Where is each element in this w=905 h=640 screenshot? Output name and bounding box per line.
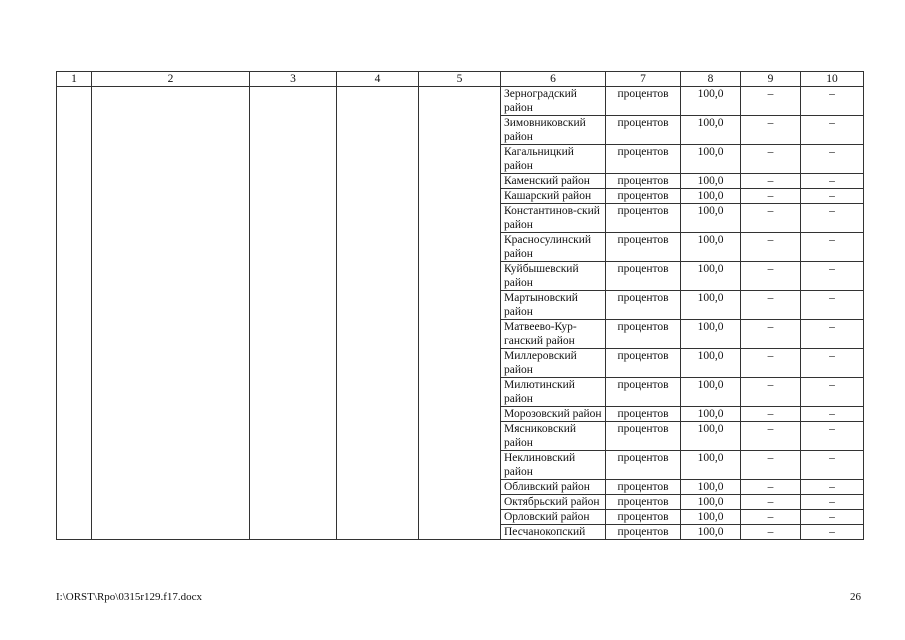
district-name: Песчанокопский: [501, 525, 606, 540]
district-name: Морозовский район: [501, 407, 606, 422]
value-cell: 100,0: [681, 87, 741, 116]
col-9-cell: –: [741, 495, 801, 510]
value-cell: 100,0: [681, 349, 741, 378]
table-row: [57, 87, 864, 116]
column-header: 8: [681, 72, 741, 87]
district-name: Октябрьский район: [501, 495, 606, 510]
col-10-cell: –: [801, 320, 864, 349]
col-9-cell: –: [741, 378, 801, 407]
unit-cell: процентов: [606, 495, 681, 510]
col-9-cell: –: [741, 422, 801, 451]
district-name: Константинов-ский район: [501, 204, 606, 233]
unit-cell: процентов: [606, 422, 681, 451]
district-name: Матвеево-Кур-ганский район: [501, 320, 606, 349]
col-10-cell: –: [801, 233, 864, 262]
unit-cell: процентов: [606, 189, 681, 204]
unit-cell: процентов: [606, 233, 681, 262]
column-header: 6: [501, 72, 606, 87]
col-9-cell: –: [741, 510, 801, 525]
value-cell: 100,0: [681, 116, 741, 145]
column-header: 5: [419, 72, 501, 87]
col-4-cell: [337, 87, 419, 540]
column-header: 7: [606, 72, 681, 87]
value-cell: 100,0: [681, 262, 741, 291]
value-cell: 100,0: [681, 204, 741, 233]
district-name: Кашарский район: [501, 189, 606, 204]
col-9-cell: –: [741, 480, 801, 495]
value-cell: 100,0: [681, 378, 741, 407]
unit-cell: процентов: [606, 291, 681, 320]
value-cell: 100,0: [681, 510, 741, 525]
column-header: 3: [250, 72, 337, 87]
col-10-cell: –: [801, 480, 864, 495]
unit-cell: процентов: [606, 320, 681, 349]
unit-cell: процентов: [606, 480, 681, 495]
value-cell: 100,0: [681, 174, 741, 189]
col-9-cell: –: [741, 407, 801, 422]
col-9-cell: –: [741, 189, 801, 204]
column-header: 10: [801, 72, 864, 87]
unit-cell: процентов: [606, 378, 681, 407]
district-name: Орловский район: [501, 510, 606, 525]
value-cell: 100,0: [681, 480, 741, 495]
value-cell: 100,0: [681, 320, 741, 349]
col-10-cell: –: [801, 204, 864, 233]
col-10-cell: –: [801, 495, 864, 510]
district-name: Мясниковский район: [501, 422, 606, 451]
value-cell: 100,0: [681, 407, 741, 422]
unit-cell: процентов: [606, 116, 681, 145]
col-10-cell: –: [801, 116, 864, 145]
col-10-cell: –: [801, 291, 864, 320]
value-cell: 100,0: [681, 145, 741, 174]
col-1-cell: [57, 87, 92, 540]
column-header: 2: [92, 72, 250, 87]
col-9-cell: –: [741, 145, 801, 174]
unit-cell: процентов: [606, 204, 681, 233]
col-3-cell: [250, 87, 337, 540]
col-9-cell: –: [741, 349, 801, 378]
col-10-cell: –: [801, 510, 864, 525]
unit-cell: процентов: [606, 262, 681, 291]
unit-cell: процентов: [606, 451, 681, 480]
district-name: Миллеровский район: [501, 349, 606, 378]
footer-page-number: 26: [850, 591, 861, 603]
district-name: Зерноградский район: [501, 87, 606, 116]
value-cell: 100,0: [681, 495, 741, 510]
value-cell: 100,0: [681, 451, 741, 480]
col-10-cell: –: [801, 525, 864, 540]
district-name: Куйбышевский район: [501, 262, 606, 291]
col-9-cell: –: [741, 174, 801, 189]
value-cell: 100,0: [681, 291, 741, 320]
col-5-cell: [419, 87, 501, 540]
col-9-cell: –: [741, 204, 801, 233]
column-header: 9: [741, 72, 801, 87]
col-10-cell: –: [801, 145, 864, 174]
col-9-cell: –: [741, 320, 801, 349]
col-2-cell: [92, 87, 250, 540]
unit-cell: процентов: [606, 525, 681, 540]
col-10-cell: –: [801, 262, 864, 291]
col-9-cell: –: [741, 451, 801, 480]
col-9-cell: –: [741, 262, 801, 291]
unit-cell: процентов: [606, 407, 681, 422]
district-name: Каменский район: [501, 174, 606, 189]
unit-cell: процентов: [606, 510, 681, 525]
district-name: Зимовниковский район: [501, 116, 606, 145]
col-10-cell: –: [801, 349, 864, 378]
col-10-cell: –: [801, 422, 864, 451]
col-10-cell: –: [801, 378, 864, 407]
unit-cell: процентов: [606, 174, 681, 189]
header-row: [57, 72, 864, 87]
col-10-cell: –: [801, 189, 864, 204]
value-cell: 100,0: [681, 189, 741, 204]
column-header: 4: [337, 72, 419, 87]
col-9-cell: –: [741, 87, 801, 116]
district-name: Обливский район: [501, 480, 606, 495]
col-10-cell: –: [801, 174, 864, 189]
column-header: 1: [57, 72, 92, 87]
table-body: [57, 87, 864, 540]
col-9-cell: –: [741, 291, 801, 320]
col-10-cell: –: [801, 451, 864, 480]
district-name: Неклиновский район: [501, 451, 606, 480]
district-name: Красносулинский район: [501, 233, 606, 262]
col-9-cell: –: [741, 233, 801, 262]
value-cell: 100,0: [681, 422, 741, 451]
col-9-cell: –: [741, 116, 801, 145]
footer-file-path: I:\ORST\Rpo\0315r129.f17.docx: [56, 591, 203, 603]
district-name: Кагальницкий район: [501, 145, 606, 174]
col-9-cell: –: [741, 525, 801, 540]
unit-cell: процентов: [606, 87, 681, 116]
col-10-cell: –: [801, 87, 864, 116]
value-cell: 100,0: [681, 525, 741, 540]
value-cell: 100,0: [681, 233, 741, 262]
data-table: [56, 71, 864, 540]
unit-cell: процентов: [606, 349, 681, 378]
district-name: Мартыновский район: [501, 291, 606, 320]
col-10-cell: –: [801, 407, 864, 422]
unit-cell: процентов: [606, 145, 681, 174]
district-name: Милютинский район: [501, 378, 606, 407]
